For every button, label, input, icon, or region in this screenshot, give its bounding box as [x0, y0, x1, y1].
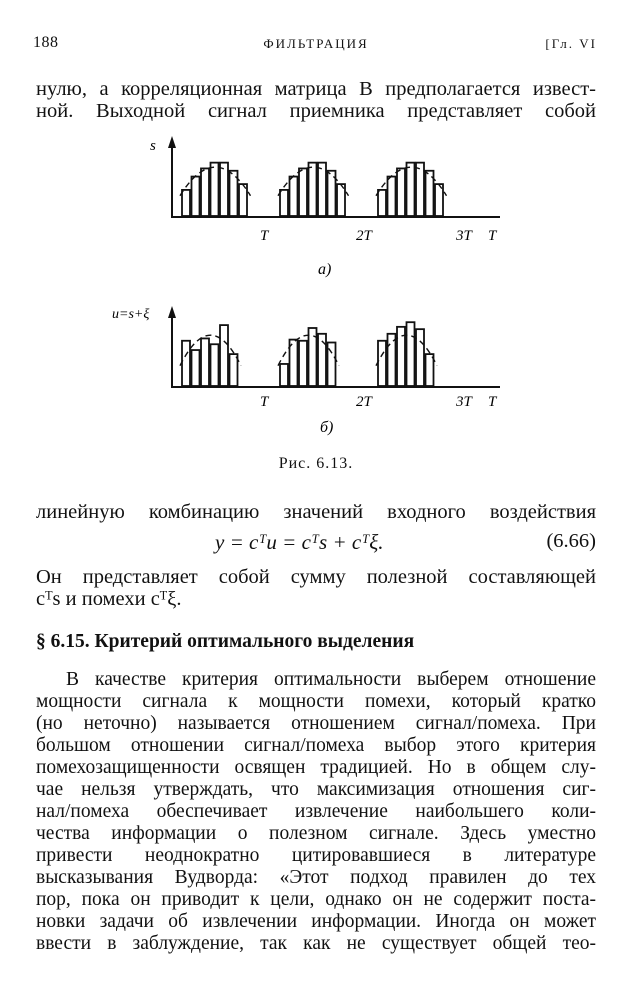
bar [416, 329, 424, 386]
bar [426, 354, 434, 386]
figure-caption: Рис. 6.13. [278, 455, 354, 472]
panel-sublabel: а) [318, 261, 332, 278]
tick-label: 2T [356, 394, 372, 410]
text-line: Он представляет собой сумму полезной составляющей [36, 566, 596, 588]
bar [192, 177, 200, 216]
y-axis-arrow [168, 136, 176, 148]
bar [201, 168, 209, 216]
bar [182, 341, 190, 386]
text-line: ной. Выходной сигнал приемника представляет собой [36, 100, 596, 122]
paragraph-line: нал/помеха обеспечивает извлечение наибольшего коли- [36, 801, 596, 822]
bar [416, 163, 424, 216]
y-axis-label: u=s+ξ [112, 307, 150, 322]
paragraph-line: чае нельзя утверждать, что максимизация отношения сиг- [36, 779, 596, 800]
running-title: ФИЛЬТРАЦИЯ [263, 36, 369, 51]
bar [299, 168, 307, 216]
tick-label: 3T [456, 228, 472, 244]
text-line: линейную комбинацию значений входного воздействия [36, 501, 596, 523]
bar [211, 163, 219, 216]
bar [220, 325, 228, 386]
bar [280, 190, 288, 216]
bars-group [180, 322, 437, 386]
bar [192, 350, 200, 386]
bar [337, 184, 345, 216]
section-heading: § 6.15. Критерий оптимального выделения [36, 631, 415, 652]
bar [211, 344, 219, 386]
page-number: 188 [33, 34, 59, 51]
tick-label: T [260, 228, 269, 244]
bar [435, 184, 443, 216]
bar [239, 184, 247, 216]
paragraph-line: (но неточно) называется отношением сигнал/помеха. При [36, 713, 596, 734]
paragraph-line: помехозащищенности освящен традицией. Но в общем слу- [36, 757, 596, 778]
tick-label: T [488, 228, 497, 244]
paragraph-line: большом отношении сигнал/помеха выбор этого критерия [36, 735, 596, 756]
bar [182, 190, 190, 216]
chapter-label: [Гл. VI [545, 36, 597, 51]
paragraph-line: мощности сигнала к мощности помехи, который кратко [36, 691, 596, 712]
paragraph-line: высказывания Вудворда: «Этот подход правилен до тех [36, 867, 596, 888]
figure-panel-a [150, 136, 500, 278]
figure-6-13 [0, 0, 632, 450]
paragraph-line: В качестве критерия оптимальности выберем отношение [66, 669, 596, 690]
paragraph-line: привести неоднократно цитировавшиеся в литературе [36, 845, 596, 866]
tick-label: 2T [356, 228, 372, 244]
y-axis-label: s [150, 138, 156, 154]
bar [318, 163, 326, 216]
bar [397, 168, 405, 216]
bar [378, 341, 386, 386]
paragraph-line: чества информации о полезном сигнале. Здесь уместно [36, 823, 596, 844]
tick-label: 3T [456, 394, 472, 410]
text-line: cᵀs и помехи cᵀξ. [36, 588, 182, 610]
bar [220, 163, 228, 216]
bar [407, 163, 415, 216]
bar [407, 322, 415, 386]
bar [230, 354, 238, 386]
tick-label: T [488, 394, 497, 410]
bar [290, 177, 298, 216]
equation-number: (6.66) [546, 530, 596, 552]
figure-panel-b [112, 306, 500, 436]
bar [388, 334, 396, 386]
bar [280, 364, 288, 386]
paragraph-line: ввести в заблуждение, так как не существует общей тео- [36, 933, 596, 954]
tick-label: T [260, 394, 269, 410]
paragraph-line: новки задачи об извлечении информации. Иногда он может [36, 911, 596, 932]
bar [388, 177, 396, 216]
panel-sublabel: б) [320, 419, 334, 436]
bar [378, 190, 386, 216]
bar [299, 341, 307, 386]
text-line: нулю, а корреляционная матрица B предполагается извест- [36, 78, 596, 100]
y-axis-arrow [168, 306, 176, 318]
bar [201, 338, 209, 386]
bars-group [180, 163, 447, 216]
formula: y = cᵀu = cᵀs + cᵀξ. [215, 530, 384, 554]
bar [309, 163, 317, 216]
paragraph-line: пор, пока он приводит к цели, однако он не содержит поста- [36, 889, 596, 910]
